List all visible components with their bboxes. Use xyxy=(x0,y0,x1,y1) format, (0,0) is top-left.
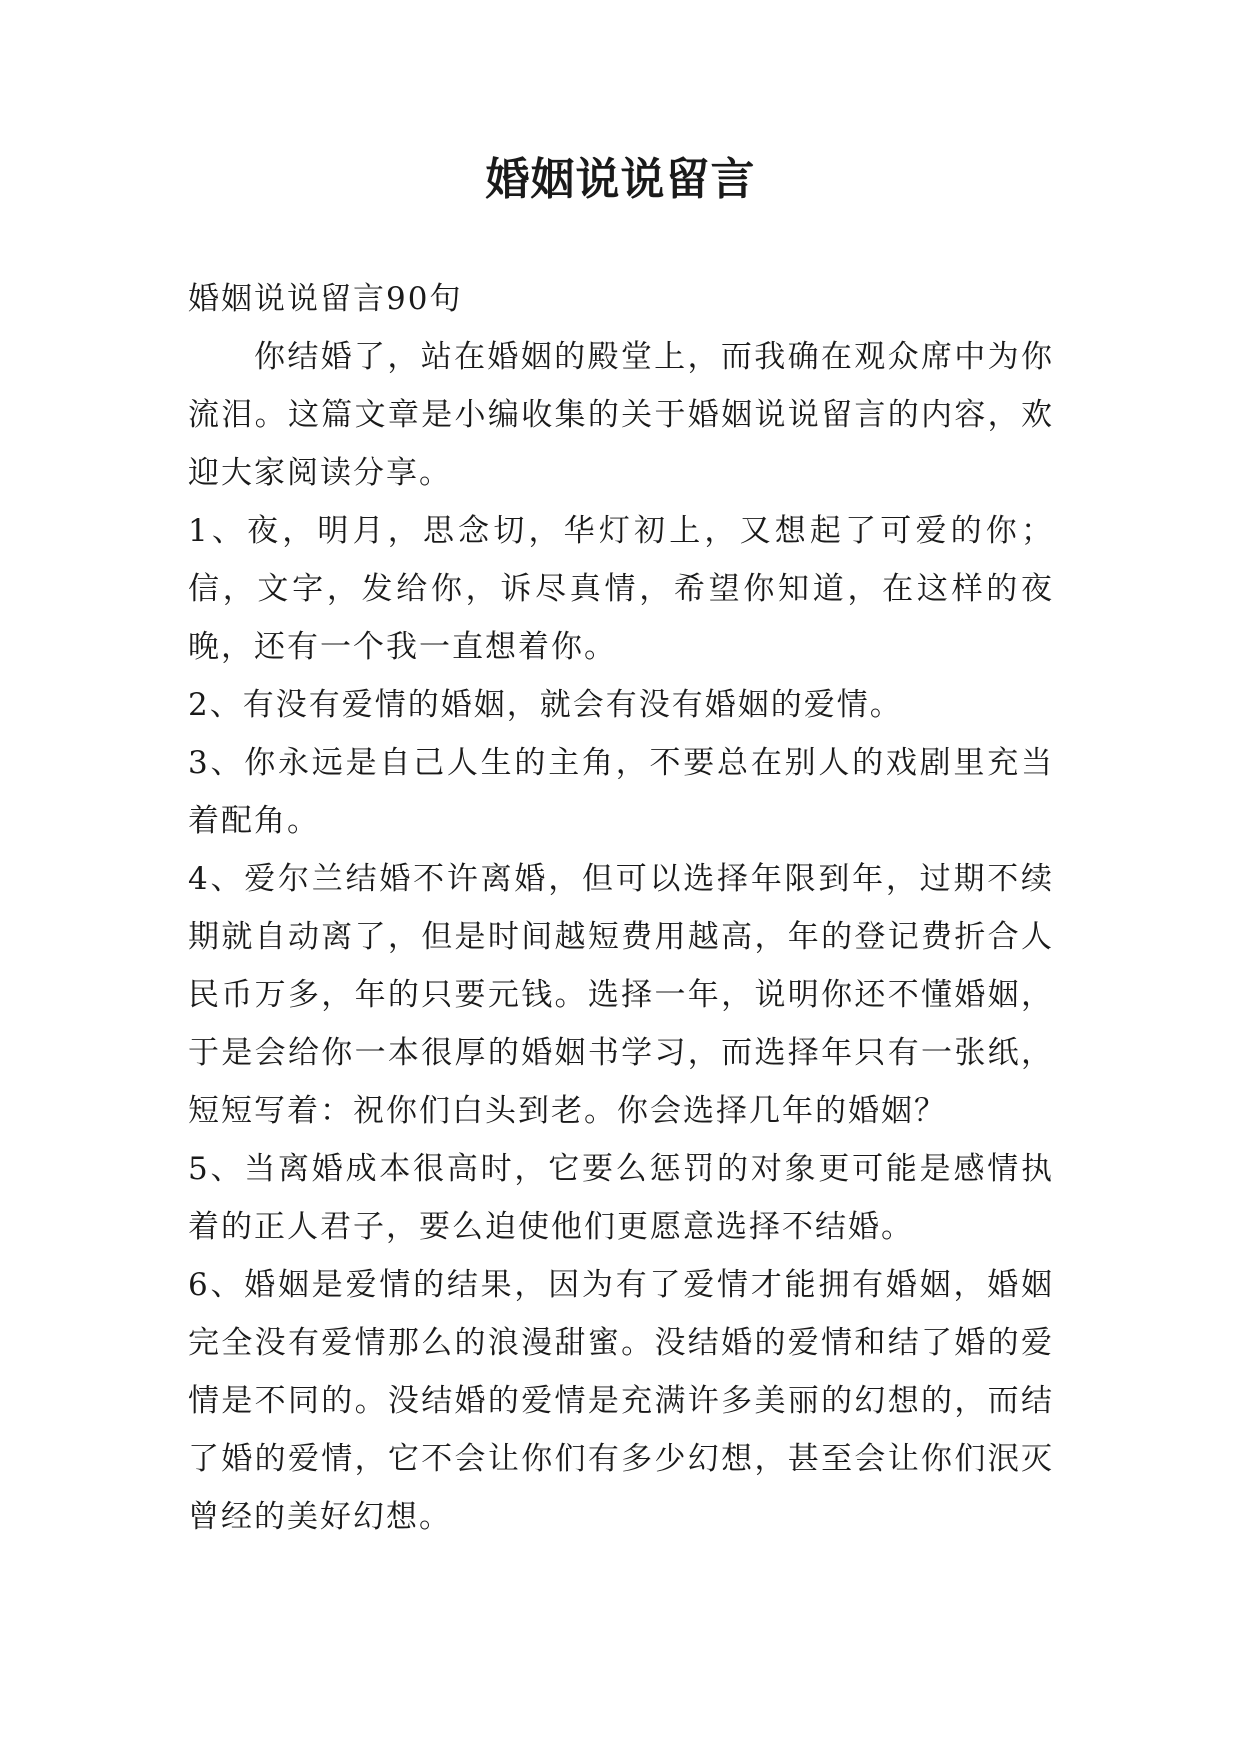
list-item: 6、婚姻是爱情的结果，因为有了爱情才能拥有婚姻，婚姻完全没有爱情那么的浪漫甜蜜。没结婚的爱情和结了婚的爱情是不同的。没结婚的爱情是充满许多美丽的幻想的，而结了婚的爱情，它不会让你们有多少幻想，甚至会让你们泯灭曾经的美好幻想。 xyxy=(188,1267,1054,1535)
list-item: 4、爱尔兰结婚不许离婚，但可以选择年限到年，过期不续期就自动离了，但是时间越短费用越高，年的登记费折合人民币万多，年的只要元钱。选择一年，说明你还不懂婚姻，于是会给你一本很厚的婚姻书学习，而选择年只有一张纸，短短写着：祝你们白头到老。你会选择几年的婚姻？ xyxy=(188,861,1054,1129)
document-subtitle: 婚姻说说留言90句 xyxy=(188,281,463,317)
list-item: 1、夜，明月，思念切，华灯初上，又想起了可爱的你；信，文字，发给你，诉尽真情，希望你知道，在这样的夜晚，还有一个我一直想着你。 xyxy=(188,513,1054,665)
document-title: 婚姻说说留言 xyxy=(485,154,756,205)
list-item: 2、有没有爱情的婚姻，就会有没有婚姻的爱情。 xyxy=(188,687,903,723)
list-item: 5、当离婚成本很高时，它要么惩罚的对象更可能是感情执着的正人君子，要么迫使他们更愿意选择不结婚。 xyxy=(188,1151,1054,1245)
document-body xyxy=(188,270,1054,1546)
list-item: 3、你永远是自己人生的主角，不要总在别人的戏剧里充当着配角。 xyxy=(188,745,1054,839)
intro-paragraph: 你结婚了，站在婚姻的殿堂上，而我确在观众席中为你流泪。这篇文章是小编收集的关于婚姻说说留言的内容，欢迎大家阅读分享。 xyxy=(188,339,1054,491)
